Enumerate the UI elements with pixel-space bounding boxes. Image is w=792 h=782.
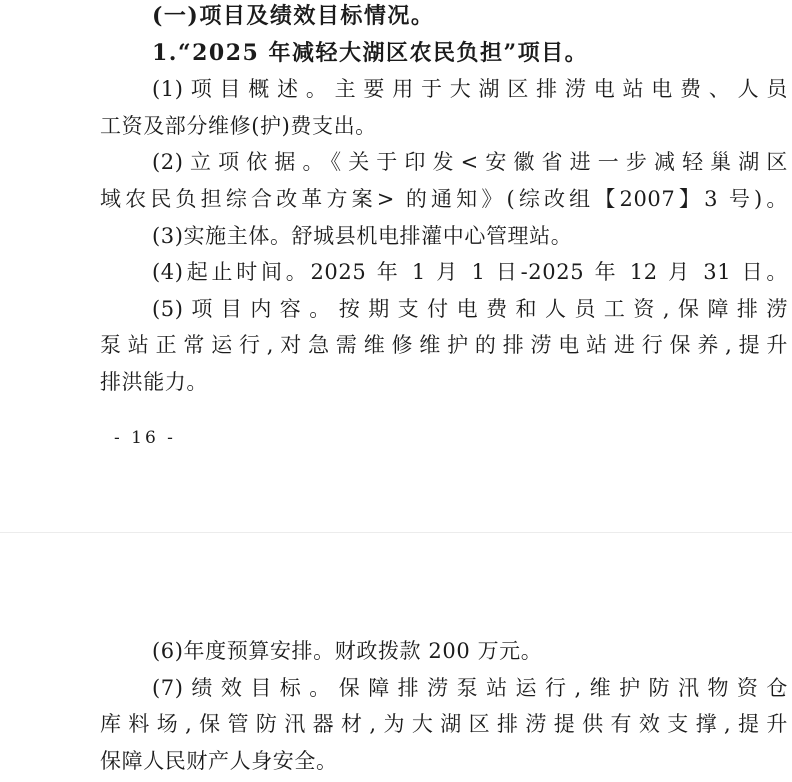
text-line: (2)立项依据。《关于印发<安徽省进一步减轻巢湖区 bbox=[152, 150, 788, 175]
text-line: 排洪能力。 bbox=[100, 369, 208, 394]
text-line: 保障人民财产人身安全。 bbox=[100, 748, 338, 773]
text-line: 库料场,保管防汛器材,为大湖区排涝提供有效支撑,提升 bbox=[100, 712, 788, 737]
text-line: (4)起止时间。2025 年 1 月 1 日-2025 年 12 月 31 日。 bbox=[152, 260, 788, 285]
text-line: (5)项目内容。按期支付电费和人员工资,保障排涝 bbox=[152, 296, 788, 321]
text-line: 泵站正常运行,对急需维修维护的排涝电站进行保养,提升 bbox=[100, 333, 788, 358]
text-line: 1.“2025 年减轻大湖区农民负担”项目。 bbox=[152, 39, 589, 66]
page-number: - 16 - bbox=[114, 428, 176, 448]
text-line: (1)项目概述。主要用于大湖区排涝电站电费、人员 bbox=[152, 77, 788, 102]
page-separator bbox=[0, 532, 792, 533]
text-line: (6)年度预算安排。财政拨款 200 万元。 bbox=[152, 639, 543, 663]
text-line: (7)绩效目标。保障排涝泵站运行,维护防汛物资仓 bbox=[152, 675, 788, 700]
page-16-text-block bbox=[100, 0, 788, 401]
text-line: 域农民负担综合改革方案> 的通知》(综改组【2007】3 号)。 bbox=[100, 186, 788, 211]
text-line: 工资及部分维修(护)费支出。 bbox=[100, 113, 377, 138]
text-line: (一)项目及绩效目标情况。 bbox=[152, 3, 435, 29]
text-line: (3)实施主体。舒城县机电排灌中心管理站。 bbox=[152, 223, 573, 248]
page-17-text-block bbox=[100, 633, 788, 779]
